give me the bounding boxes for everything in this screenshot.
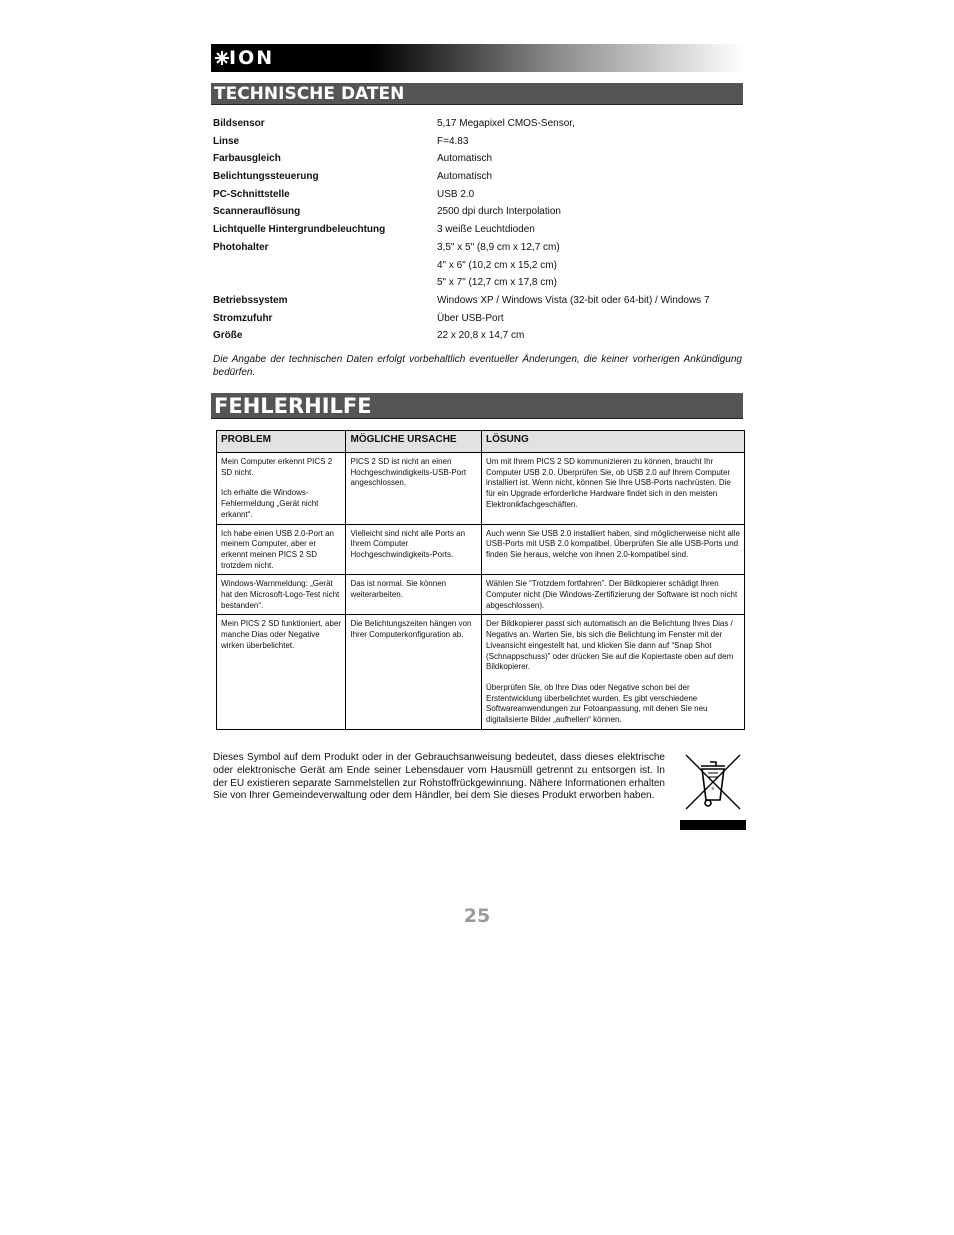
cell-cause [346,615,482,729]
troubleshooting-section-title: FEHLERHILFE [211,393,743,419]
spec-label: Lichtquelle Hintergrundbeleuchtung [213,224,386,236]
spec-label: Farbausgleich [213,153,281,165]
specs-list [213,115,743,345]
cell-cause [346,524,482,575]
spec-row [213,150,743,168]
spec-row [213,115,743,133]
spec-value: Über USB-Port [437,312,504,324]
spec-row [213,133,743,151]
spec-label: PC-Schnittstelle [213,188,290,200]
cell-paragraph: Auch wenn Sie USB 2.0 installiert haben, sind möglicherweise nicht alle USB-Ports mit USB 2.0 kompatibel. Überprüfen Sie alle USB-Ports und finden Sie heraus, welche von ihnen 2.0-kompatibel sind. [485,528,740,559]
cell-problem [217,524,346,575]
spec-row [213,221,743,239]
specs-note: Die Angabe der technischen Daten erfolgt vorbehaltlich eventueller Änderungen, die keiner vorherigen Ankündigung bedürfen. [213,354,742,378]
spec-value: Automatisch [437,153,493,165]
spec-row [213,310,743,328]
cell-problem [217,453,346,525]
spec-label [213,257,437,275]
cell-paragraph: Vielleicht sind nicht alle Ports an Ihrem Computer Hochgeschwindigkeits-Ports. [350,528,466,559]
spec-value: 22 x 20,8 x 14,7 cm [437,330,525,342]
column-header-cause: MÖGLICHE URSACHE [346,431,482,453]
spec-value: Windows XP / Windows Vista (32-bit oder 64-bit) / Windows 7 [437,294,710,306]
spec-value: 5,17 Megapixel CMOS-Sensor, [437,118,575,129]
spec-label [213,274,437,292]
spec-row [213,257,743,275]
cell-paragraph: Ich erhalte die Windows-Fehlermeldung „Gerät nicht erkannt“. [221,488,319,519]
weee-bar [680,820,746,830]
cell-paragraph: Das ist normal. Sie können weiterarbeiten. [350,579,447,600]
disposal-notice: Dieses Symbol auf dem Produkt oder in der Gebrauchsanweisung bedeutet, dass dieses elektrische oder elektronische Gerät am Ende seiner Lebensdauer vom Hausmüll getrennt zu entsorgen ist. In der EU existieren separate Sammelstellen zur Rohstoffrückgewinnung. Nähere Informationen erhalten Sie von Ihrer Gemeindeverwaltung oder dem Händler, bei dem Sie dieses Produkt erworben haben. [213,752,665,802]
spec-row [213,274,743,292]
cell-cause [346,453,482,525]
cell-paragraph: Mein PICS 2 SD funktioniert, aber manche Dias oder Negative wirken überbelichtet. [221,619,342,650]
cell-paragraph: Wählen Sie “Trotzdem fortfahren”. Der Bildkopierer schädigt Ihren Computer nicht (Die Windows-Zertifizierung der Software ist noch nicht abgeschlossen). [485,579,738,610]
cell-paragraph: Die Belichtungszeiten hängen von Ihrer Computerkonfiguration ab. [350,619,472,640]
cell-paragraph: Ich habe einen USB 2.0-Port an meinem Computer, aber er erkennt meinen PICS 2 SD trotzdem nicht. [221,528,334,570]
spec-label: Bildsensor [213,118,265,129]
spec-value: 4" x 6" (10,2 cm x 15,2 cm) [437,259,557,271]
page-number: 25 [463,905,491,927]
spec-row [213,292,743,310]
cell-paragraph: PICS 2 SD ist nicht an einen Hochgeschwindigkeits-USB-Port angeschlossen. [350,457,467,488]
specs-section-title: TECHNISCHE DATEN [211,83,743,105]
spec-label: Größe [213,330,243,342]
spec-label: Linse [213,135,240,147]
spec-value: 3 weiße Leuchtdioden [437,224,535,236]
spec-label: Betriebssystem [213,294,288,306]
spec-row [213,203,743,221]
spec-value: 5" x 7" (12,7 cm x 17,8 cm) [437,277,557,289]
cell-solution [481,575,744,615]
spec-value: 2500 dpi durch Interpolation [437,206,561,218]
logo-text: ION [229,47,275,69]
spec-row [213,168,743,186]
cell-problem [217,575,346,615]
spec-label: Stromzufuhr [213,312,273,324]
table-row [217,453,745,525]
spec-value: 3,5" x 5" (8,9 cm x 12,7 cm) [437,241,560,253]
column-header-solution: LÖSUNG [481,431,744,453]
spec-row [213,186,743,204]
troubleshooting-table [216,430,745,730]
spec-row [213,239,743,257]
crossed-out-wheelie-bin-icon [683,752,743,812]
cell-cause [346,575,482,615]
cell-paragraph: Überprüfen Sie, ob Ihre Dias oder Negative schon bei der Erstentwicklung überbelichtet wurden. Es gibt verschiedene Softwareanwendungen zur Fotoanpassung, mit denen Sie neu digitalisierte Bilder „aufhellen“ können. [485,682,708,725]
cell-solution [481,615,744,729]
cell-paragraph: Der Bildkopierer passt sich automatisch an die Belichtung Ihres Dias / Negativs an. Warten Sie, bis sich die Belichtung im Fenster mit der Liveansicht eingestellt hat, und klicken Sie dann auf “Snap Shot (Schnappschuss)” oder drücken Sie auf die Kopiertaste oben auf dem Bildkopierer. [485,619,734,672]
spec-value: F=4.83 [437,135,469,147]
header-logo-bar [211,44,744,72]
cell-solution [481,524,744,575]
spec-label: Scannerauflösung [213,206,301,218]
spec-row [213,327,743,345]
spec-value: USB 2.0 [437,188,475,200]
cell-solution [481,453,744,525]
cell-paragraph: Windows-Warnmeldung: „Gerät hat den Microsoft-Logo-Test nicht bestanden“. [221,579,340,610]
svg-text:≡: ≡ [711,786,715,792]
ion-star-icon [215,51,229,65]
column-header-problem: PROBLEM [217,431,346,453]
table-row [217,575,745,615]
cell-paragraph: Mein Computer erkennt PICS 2 SD nicht. [221,457,333,477]
table-row [217,615,745,729]
cell-paragraph: Um mit Ihrem PICS 2 SD kommunizieren zu können, braucht Ihr Computer USB 2.0. Überprüfen Sie, ob USB 2.0 auf Ihrem Computer installiert ist. Wenn nicht, können Sie Ihre USB-Ports nachrüsten. Die für ein Upgrade erforderliche Hardware findet sich in den meisten Elektronikfachgeschäften. [485,457,731,509]
ion-logo [215,46,291,70]
spec-value: Automatisch [437,171,493,183]
table-row [217,524,745,575]
spec-label: Belichtungssteuerung [213,171,319,183]
spec-label: Photohalter [213,241,269,253]
table-header-row [217,431,745,453]
cell-problem [217,615,346,729]
